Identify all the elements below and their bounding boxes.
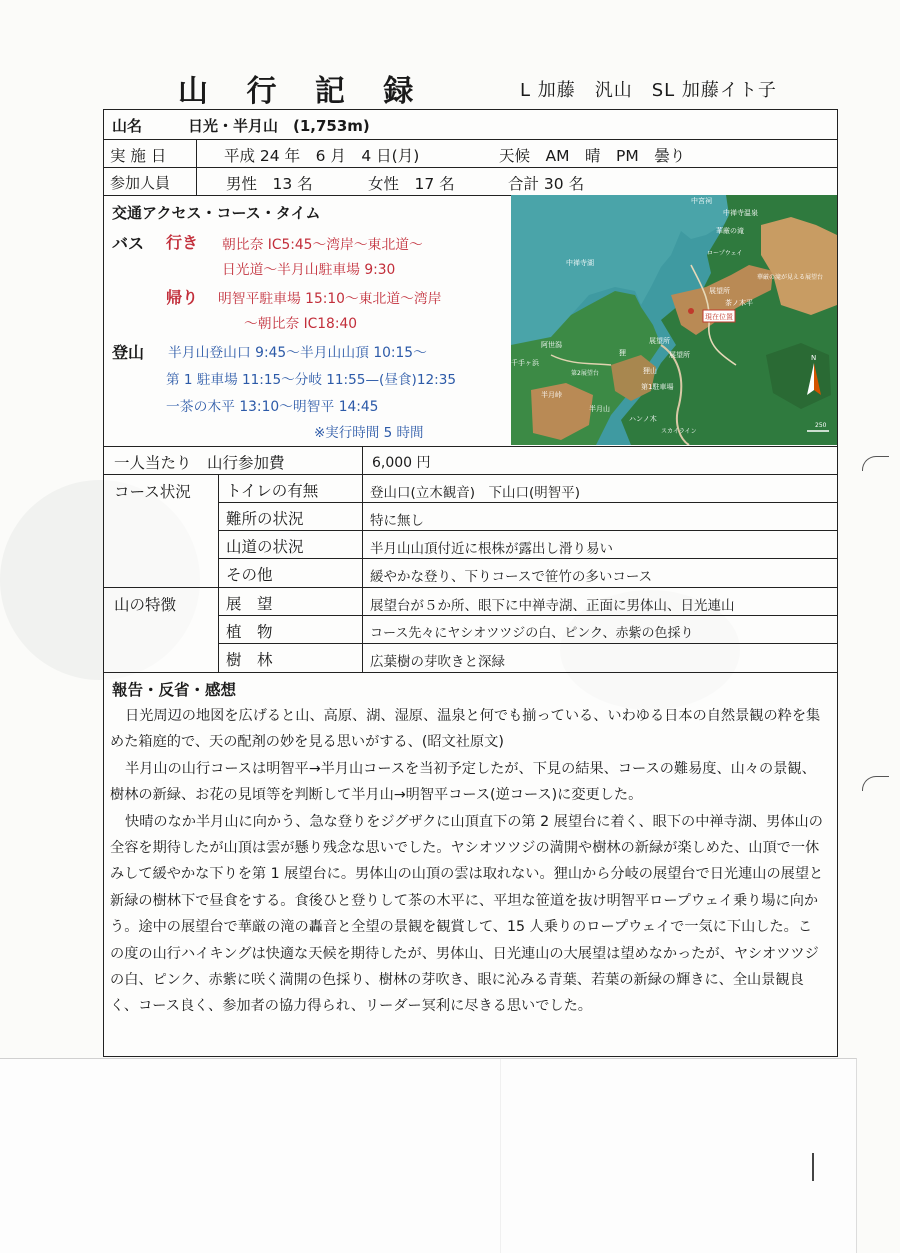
map-label: 華厳の滝が見える展望台 xyxy=(757,274,824,281)
date-value: 平成 24 年 6 月 4 日(月) xyxy=(224,147,420,165)
map-label: 半月山 xyxy=(589,405,610,413)
other-label: その他 xyxy=(226,566,273,584)
section-features xyxy=(104,587,837,673)
men-count: 男性 13 名 xyxy=(226,175,313,193)
difficulty-label: 難所の状況 xyxy=(226,510,304,528)
divider xyxy=(218,643,837,644)
map-label: 中宮祠 xyxy=(691,197,712,205)
trail-value: 半月山山頂付近に根株が露出し滑り易い xyxy=(370,541,613,557)
participants-label: 参加人員 xyxy=(110,174,171,192)
total-count: 合計 30 名 xyxy=(508,175,585,193)
punch-hole-mark xyxy=(862,456,889,471)
map-label: 現在位置 xyxy=(705,313,733,321)
women-count: 女性 17 名 xyxy=(368,175,455,193)
return-label: 帰り xyxy=(166,288,199,307)
divider xyxy=(196,167,197,195)
report-paragraph-3: 快晴のなか半月山に向かう、急な登りをジグザクに山頂直下の第 2 展望台に着く、眼下の中禅寺湖、男体山の全容を期待したが山頂は雲が懸り残念な思いでした。ヤシオツツジの満開や樹林の新緑が楽しめた、山頂で一休みして緩やかな下りを第 1 展望台に。男体山の山頂の雲は取れない。狸山から分岐の展望台で日光連山の展望と新緑の樹林下で昼食をする。食後ひと登りして茶の木平に、平坦な笹道を抜け明智平ロープウェイ乗り場に向かう。途中の展望台で華厳の滝の轟音と全望の景観を観賞して、15 人乗りのロープウェイで一気に下山した。この度の山行ハイキングは快適な天候を期待したが、男体山、日光連山の大展望は望めなかったが、ヤシオツツジの白、ピンク、赤紫に咲く満開の色採り、樹林の芽吹き、眼に沁みる青葉、若葉の新緑の輝きに、全山景観良く、コース良く、参加者の協力得られ、リーダー冥利に尽きる思いでした。 xyxy=(110,813,824,1015)
return-line2: 〜朝比奈 IC18:40 xyxy=(244,316,358,332)
divider xyxy=(218,530,837,531)
punch-hole-mark xyxy=(862,776,889,791)
cost-label: 一人当たり 山行参加費 xyxy=(114,454,285,472)
weather-value: 天候 AM 晴 PM 曇り xyxy=(499,147,686,165)
row-date xyxy=(104,139,837,168)
climb-line2: 第 1 駐車場 11:15〜分岐 11:55—(昼食)12:35 xyxy=(166,372,457,388)
difficulty-value: 特に無し xyxy=(370,513,424,529)
return-line1: 明智平駐車場 15:10〜東北道〜湾岸 xyxy=(218,291,442,307)
outbound-label: 行き xyxy=(166,233,199,252)
map-label: 阿世潟 xyxy=(541,341,562,349)
climb-label: 登山 xyxy=(112,343,145,362)
divider xyxy=(362,446,363,474)
divider xyxy=(218,615,837,616)
climb-line3: 一茶の木平 13:10〜明智平 14:45 xyxy=(166,399,379,415)
map-label: 千手ヶ浜 xyxy=(511,359,539,367)
map-label: 展望所 xyxy=(649,337,670,345)
forest-value: 広葉樹の芽吹きと深緑 xyxy=(370,654,505,670)
scale-label: 250 xyxy=(815,422,827,429)
report-heading: 報告・反省・感想 xyxy=(112,681,237,699)
view-value: 展望台が５か所、眼下に中禅寺湖、正面に男体山、日光連山 xyxy=(370,598,735,614)
map-label: 茶ノ木平 xyxy=(725,299,753,307)
map-label: ハンノ木 xyxy=(629,415,657,423)
access-heading: 交通アクセス・コース・タイム xyxy=(112,204,321,222)
map-label: 中禅寺湖 xyxy=(566,259,594,267)
toilet-value: 登山口(立木観音) 下山口(明智平) xyxy=(370,485,581,501)
divider xyxy=(218,587,219,672)
bus-label: バス xyxy=(112,234,145,253)
divider xyxy=(218,502,837,503)
map-label: 展望所 xyxy=(709,287,730,295)
leaders-line: L 加藤 汎山 SL 加藤イト子 xyxy=(520,80,777,101)
mountain-label: 山名 xyxy=(112,117,143,135)
page-title: 山 行 記 録 xyxy=(178,74,428,109)
north-label: N xyxy=(811,354,817,362)
record-sheet xyxy=(103,109,838,1057)
cost-value: 6,000 円 xyxy=(372,455,431,471)
divider xyxy=(218,558,837,559)
map-label: 第2展望台 xyxy=(571,370,599,377)
map-label: 中禅寺温泉 xyxy=(723,209,758,217)
divider xyxy=(362,587,363,672)
row-participants xyxy=(104,167,837,196)
divider xyxy=(196,139,197,167)
other-value: 緩やかな登り、下りコースで笹竹の多いコース xyxy=(370,569,653,585)
report-paragraph-2: 半月山の山行コースは明智平→半月山コースを当初予定したが、下見の結果、コースの難易度、山々の景観、樹林の新緑、お花の見頃等を判断して半月山→明智平コース(逆コース)に変更した。 xyxy=(110,760,816,804)
report-paragraph-1: 日光周辺の地図を広げると山、高原、湖、湿原、温泉と何でも揃っている、いわゆる日本の自然景観の粋を集めた箱庭的で、天の配剤の妙を見る思いがする、(昭文社原文) xyxy=(110,708,821,751)
toilet-label: トイレの有無 xyxy=(226,482,319,500)
map-label: 華厳の滝 xyxy=(716,227,744,235)
outbound-line2: 日光道〜半月山駐車場 9:30 xyxy=(222,262,396,278)
map-label: 狸山 xyxy=(643,367,657,375)
mountain-value: 日光・半月山 (1,753m) xyxy=(188,117,370,135)
paper-fold xyxy=(500,1059,501,1253)
area-map xyxy=(511,195,837,445)
section-course xyxy=(104,474,837,588)
plants-label: 植 物 xyxy=(226,623,273,641)
climb-line1: 半月山登山口 9:45〜半月山山頂 10:15〜 xyxy=(168,345,427,361)
plants-value: コース先々にヤシオツツジの白、ピンク、赤紫の色採り xyxy=(370,626,694,641)
date-label: 実 施 日 xyxy=(110,147,167,165)
forest-label: 樹 林 xyxy=(226,651,273,669)
map-label: 半月峠 xyxy=(541,391,562,399)
map-label: ロープウェイ xyxy=(707,250,743,257)
overlapping-paper xyxy=(0,1058,857,1253)
row-cost xyxy=(104,446,837,475)
map-label: 展望所 xyxy=(669,351,690,359)
view-label: 展 望 xyxy=(226,595,273,613)
outbound-line1: 朝比奈 IC5:45〜湾岸〜東北道〜 xyxy=(222,237,423,253)
map-label: 第1駐車場 xyxy=(641,383,674,391)
map-label: 狸 xyxy=(619,349,626,357)
duration-note: ※実行時間 5 時間 xyxy=(314,425,424,441)
row-mountain xyxy=(104,110,837,140)
course-label: コース状況 xyxy=(114,483,191,501)
paper-mark xyxy=(812,1153,814,1181)
map-label: スカイライン xyxy=(661,428,697,435)
features-label: 山の特徴 xyxy=(114,596,177,614)
trail-label: 山道の状況 xyxy=(226,538,304,556)
